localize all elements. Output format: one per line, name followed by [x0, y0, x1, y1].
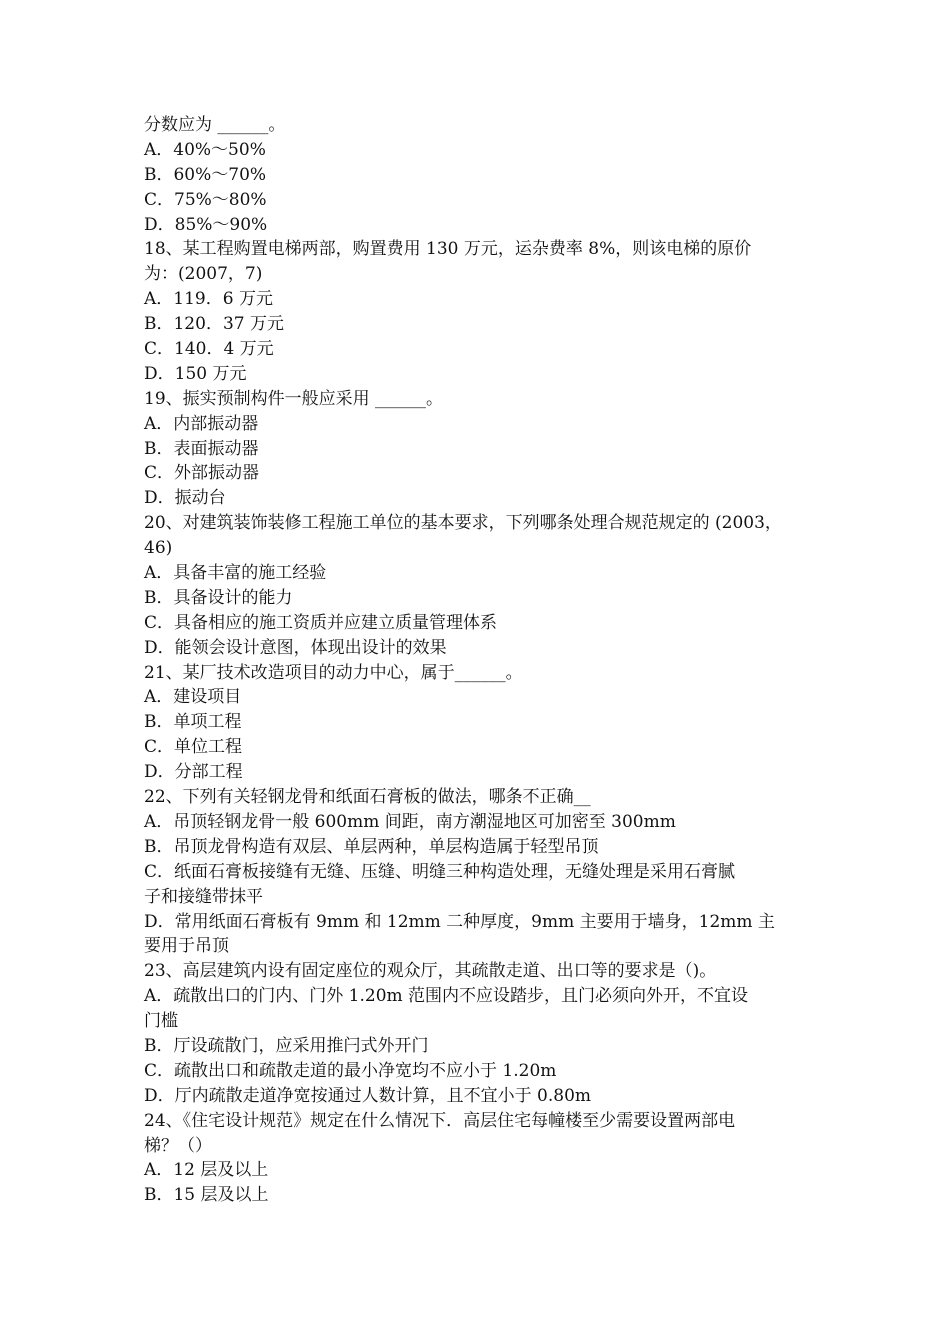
text-line: B．表面振动器: [144, 438, 259, 459]
text-line: B．15 层及以上: [144, 1185, 269, 1206]
text-line: A．吊顶轻钢龙骨一般 600mm 间距，南方潮湿地区可加密至 300mm: [144, 811, 676, 832]
text-line: 21、某厂技术改造项目的动力中心，属于______。: [144, 662, 523, 683]
text-line: D．振动台: [144, 488, 226, 509]
text-line: A．内部振动器: [144, 413, 259, 434]
text-line: 子和接缝带抹平: [144, 886, 263, 907]
text-line: C．140．4 万元: [144, 339, 274, 360]
text-line: D．150 万元: [144, 363, 247, 384]
text-line: 46): [144, 538, 173, 559]
text-line: B．单项工程: [144, 712, 242, 733]
text-line: 门槛: [144, 1011, 178, 1032]
text-line: 24、《住宅设计规范》规定在什么情况下．高层住宅每幢楼至少需要设置两部电: [144, 1110, 736, 1131]
text-line: 19、振实预制构件一般应采用 ______。: [144, 388, 444, 409]
text-line: B．120．37 万元: [144, 314, 284, 335]
text-line: A．40%～50%: [144, 139, 266, 160]
text-line: C．疏散出口和疏散走道的最小净宽均不应小于 1.20m: [144, 1060, 557, 1081]
text-line: B．厅设疏散门，应采用推闩式外开门: [144, 1035, 429, 1056]
text-line: D．常用纸面石膏板有 9mm 和 12mm 二种厚度，9mm 主要用于墙身，12mm 主: [144, 911, 775, 932]
text-line: 分数应为 ______。: [144, 115, 286, 135]
text-line: B．吊顶龙骨构造有双层、单层两种，单层构造属于轻型吊顶: [144, 836, 599, 857]
text-line: 23、高层建筑内设有固定座位的观众厅，其疏散走道、出口等的要求是（)。: [144, 961, 717, 982]
text-line: 要用于吊顶: [144, 936, 229, 957]
text-line: D．厅内疏散走道净宽按通过人数计算，且不宜小于 0.80m: [144, 1085, 592, 1106]
text-line: 梯？（）: [144, 1135, 212, 1156]
text-line: 18、某工程购置电梯两部，购置费用 130 万元，运杂费率 8%，则该电梯的原价: [144, 239, 752, 260]
text-line: C．单位工程: [144, 737, 243, 758]
text-line: C．外部振动器: [144, 463, 260, 484]
text-line: B．具备设计的能力: [144, 587, 293, 608]
text-line: 为：(2007，7): [144, 264, 263, 285]
text-line: C．75%～80%: [144, 189, 267, 210]
text-line: D．能领会设计意图，体现出设计的效果: [144, 637, 447, 658]
document-body: [144, 113, 819, 1208]
text-line: 22、下列有关轻钢龙骨和纸面石膏板的做法，哪条不正确__: [144, 787, 591, 808]
text-line: A．疏散出口的门内、门外 1.20m 范围内不应设踏步，且门必须向外开，不宜设: [144, 986, 749, 1007]
text-line: 20、对建筑装饰装修工程施工单位的基本要求，下列哪条处理合规范规定的 (2003，: [144, 513, 782, 534]
text-line: C．具备相应的施工资质并应建立质量管理体系: [144, 612, 498, 633]
text-line: A．建设项目: [144, 687, 242, 708]
text-line: A．12 层及以上: [144, 1160, 269, 1181]
text-line: C．纸面石膏板接缝有无缝、压缝、明缝三种构造处理，无缝处理是采用石膏腻: [144, 861, 736, 882]
text-line: D．分部工程: [144, 762, 243, 783]
text-line: B．60%～70%: [144, 164, 267, 185]
text-line: D．85%～90%: [144, 214, 268, 235]
text-line: A．119．6 万元: [144, 289, 273, 310]
text-line: A．具备丰富的施工经验: [144, 563, 327, 584]
